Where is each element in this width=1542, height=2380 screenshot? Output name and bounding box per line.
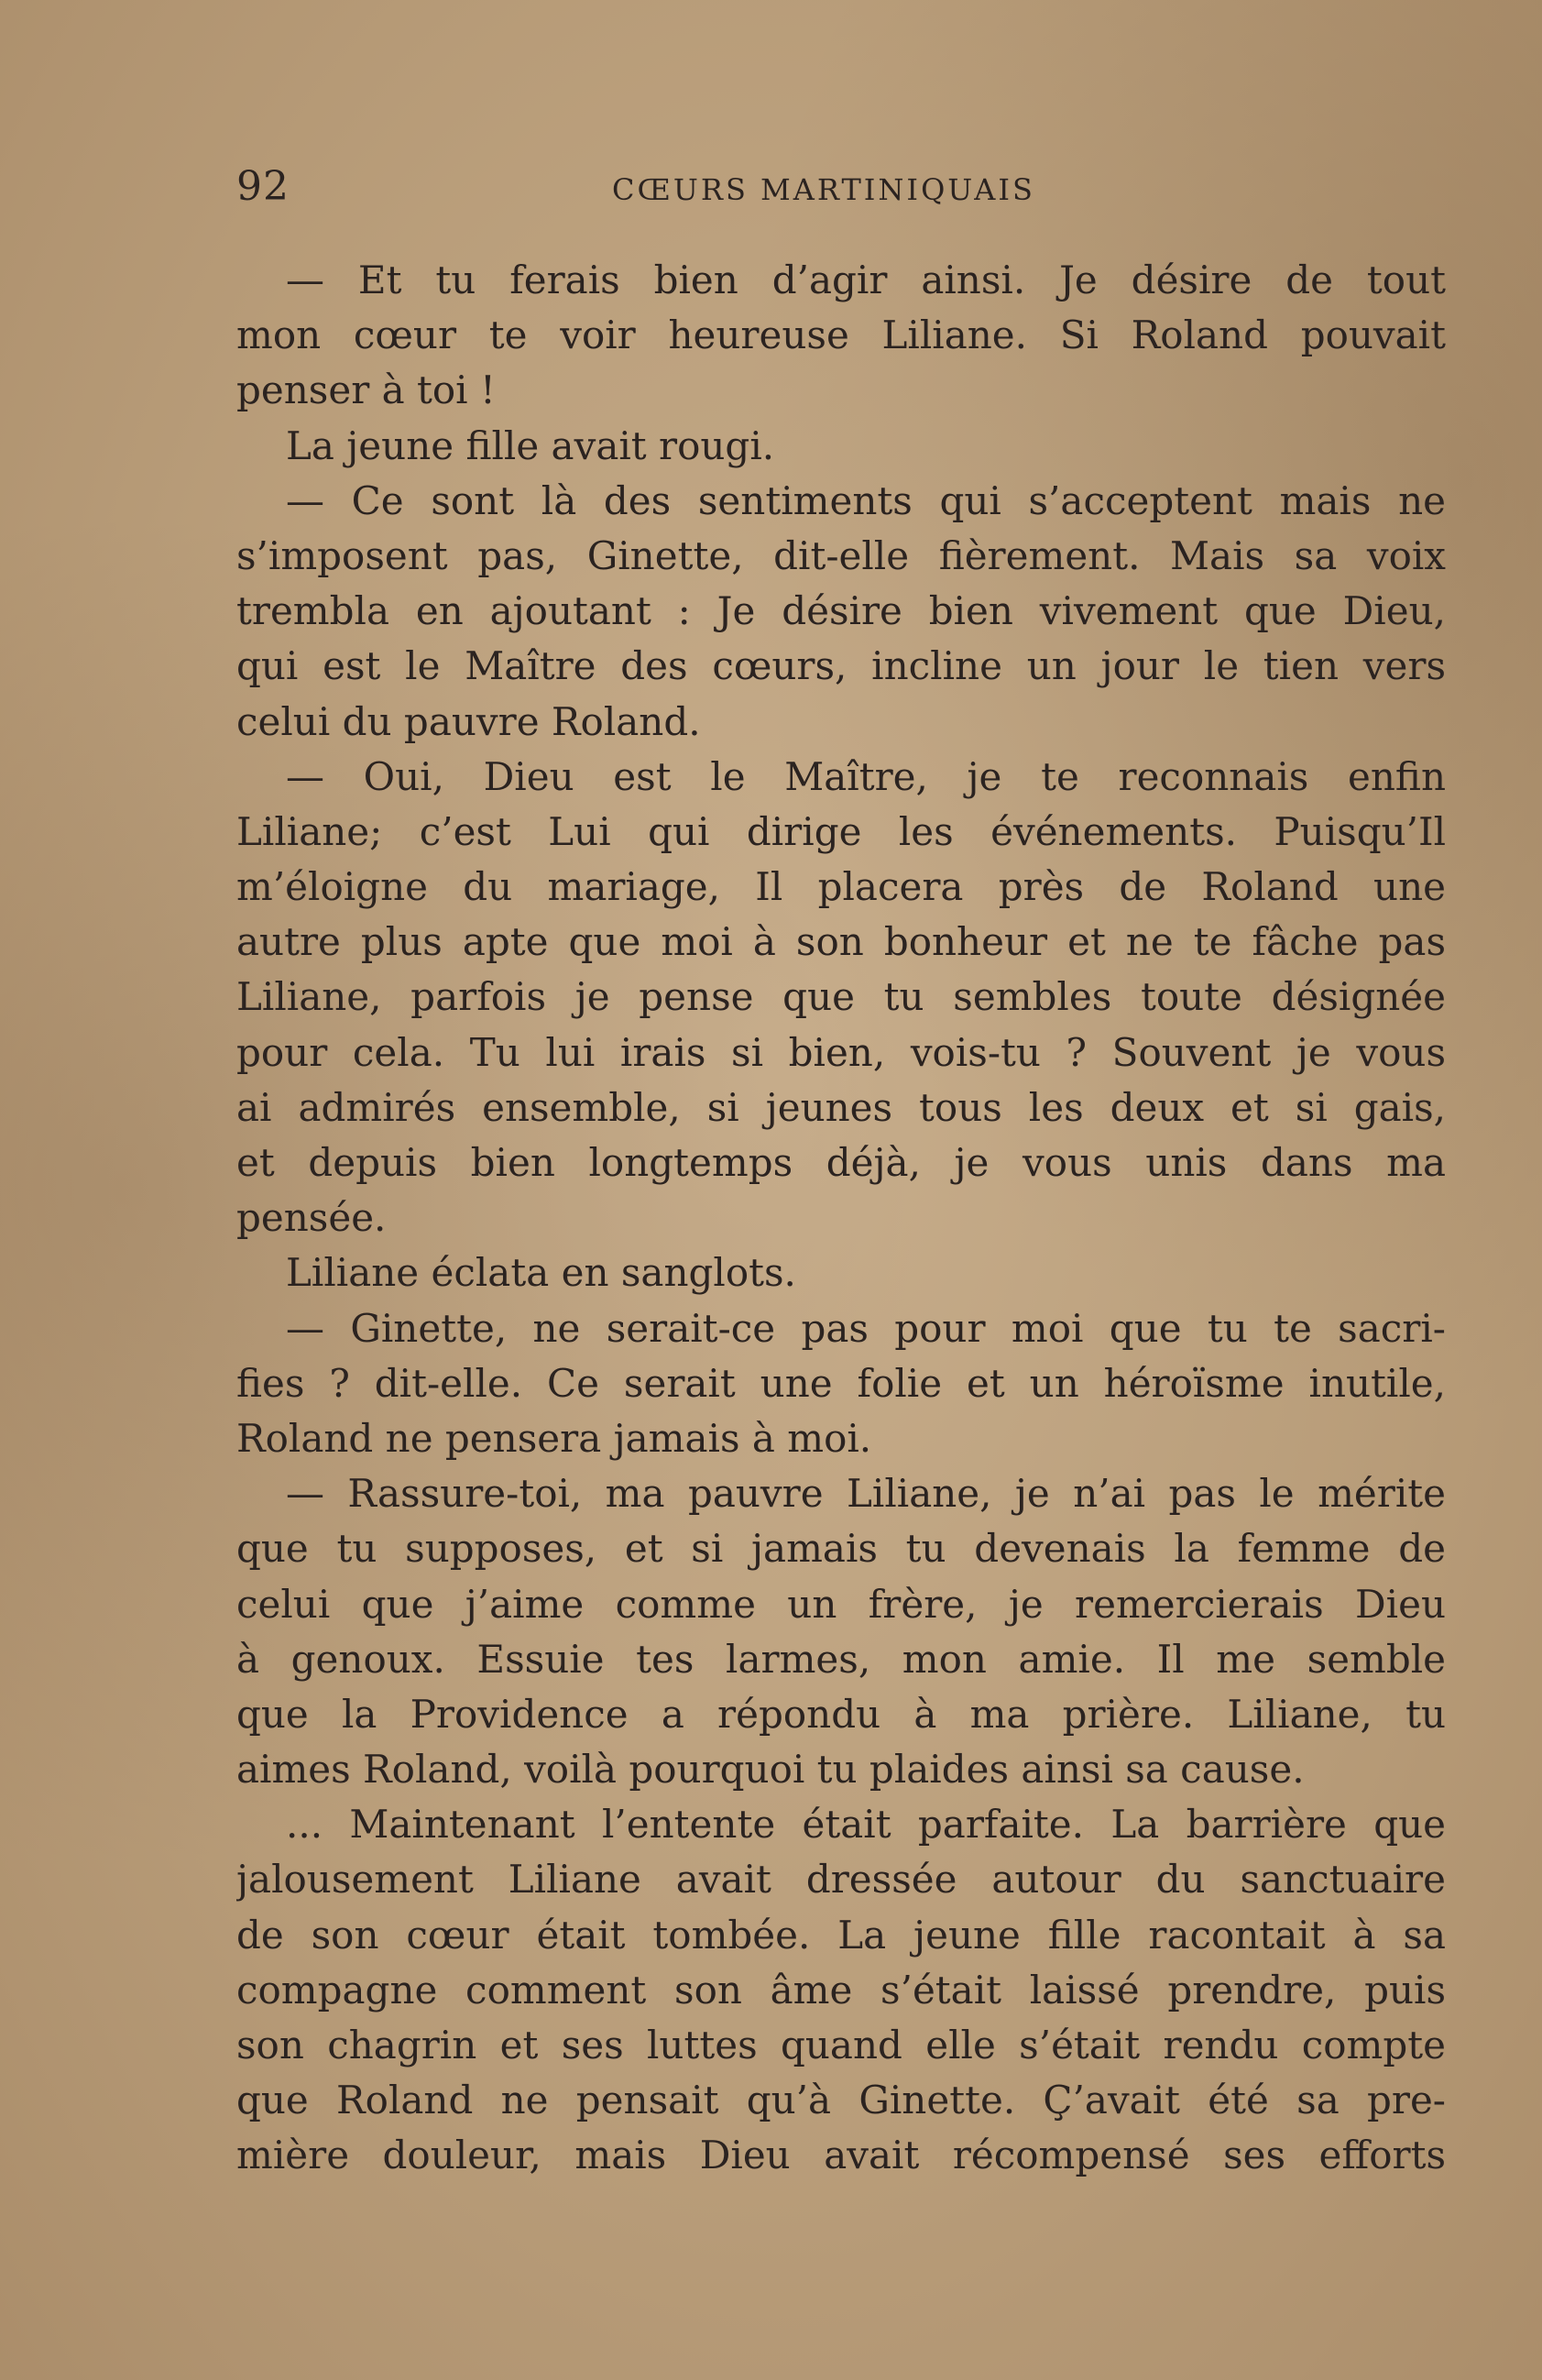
text-line: jalousement Liliane avait dressée autour du sanctuaire	[236, 1857, 1446, 1903]
text-line: qui est le Maître des cœurs, incline un jour le tien vers	[236, 643, 1446, 689]
text-line: — Et tu ferais bien d’agir ainsi. Je désire de tout	[286, 258, 1446, 302]
text-line: que Roland ne pensait qu’à Ginette. Ç’avait été sa pre-	[236, 2078, 1446, 2123]
text-line: s’imposent pas, Ginette, dit-elle fièrement. Mais sa voix	[236, 532, 1446, 578]
text-line: Liliane; c’est Lui qui dirige les événements. Puisqu’Il	[236, 808, 1446, 854]
text-line: autre plus apte que moi à son bonheur et ne te fâche pas	[236, 919, 1446, 965]
text-line: — Ce sont là des sentiments qui s’acceptent mais ne	[286, 477, 1446, 523]
text-line: aimes Roland, voilà pourquoi tu plaides ainsi sa cause.	[236, 1747, 1305, 1793]
text-line: que la Providence a répondu à ma prière. Liliane, tu	[236, 1691, 1446, 1737]
running-title: CŒURS MARTINIQUAIS	[612, 172, 1035, 207]
text-line: Roland ne pensera jamais à moi.	[236, 1415, 872, 1461]
text-line: penser à toi !	[236, 367, 496, 413]
text-line: La jeune fille avait rougi.	[286, 422, 775, 468]
text-line: pensée.	[236, 1195, 387, 1241]
page-header	[236, 163, 1446, 218]
text-line: — Rassure-toi, ma pauvre Liliane, je n’ai pas le mérite	[286, 1471, 1446, 1517]
text-line: — Ginette, ne serait-ce pas pour moi que tu te sacri-	[286, 1305, 1446, 1351]
text-line: ai admirés ensemble, si jeunes tous les deux et si gais,	[236, 1084, 1446, 1130]
text-line: Liliane éclata en sanglots.	[286, 1250, 796, 1296]
text-line: m’éloigne du mariage, Il placera près de Roland une	[236, 864, 1446, 910]
text-line: mière douleur, mais Dieu avait récompensé ses efforts	[236, 2133, 1446, 2178]
text-line: Liliane, parfois je pense que tu sembles toute désignée	[236, 974, 1446, 1020]
text-line: celui du pauvre Roland.	[236, 698, 701, 744]
text-line: fies ? dit-elle. Ce serait une folie et un héroïsme inutile,	[236, 1360, 1446, 1406]
text-line: celui que j’aime comme un frère, je remercierais Dieu	[236, 1581, 1446, 1627]
text-line: de son cœur était tombée. La jeune fille racontait à sa	[236, 1912, 1446, 1958]
text-line: pour cela. Tu lui irais si bien, vois-tu ? Souvent je vous	[236, 1029, 1446, 1075]
page-number: 92	[236, 163, 290, 210]
body-text	[236, 253, 1446, 2184]
text-line: compagne comment son âme s’était laissé prendre, puis	[236, 1967, 1446, 2013]
text-line: son chagrin et ses luttes quand elle s’était rendu compte	[236, 2023, 1446, 2067]
text-line: — Oui, Dieu est le Maître, je te reconnais enfin	[286, 753, 1446, 799]
text-line: que tu supposes, et si jamais tu devenais la femme de	[236, 1526, 1446, 1572]
text-line: et depuis bien longtemps déjà, je vous unis dans ma	[236, 1140, 1446, 1185]
text-line: trembla en ajoutant : Je désire bien vivement que Dieu,	[236, 588, 1446, 634]
text-line: mon cœur te voir heureuse Liliane. Si Roland pouvait	[236, 313, 1446, 358]
text-line: ... Maintenant l’entente était parfaite. La barrière que	[286, 1802, 1446, 1848]
text-line: à genoux. Essuie tes larmes, mon amie. Il me semble	[236, 1636, 1446, 1682]
